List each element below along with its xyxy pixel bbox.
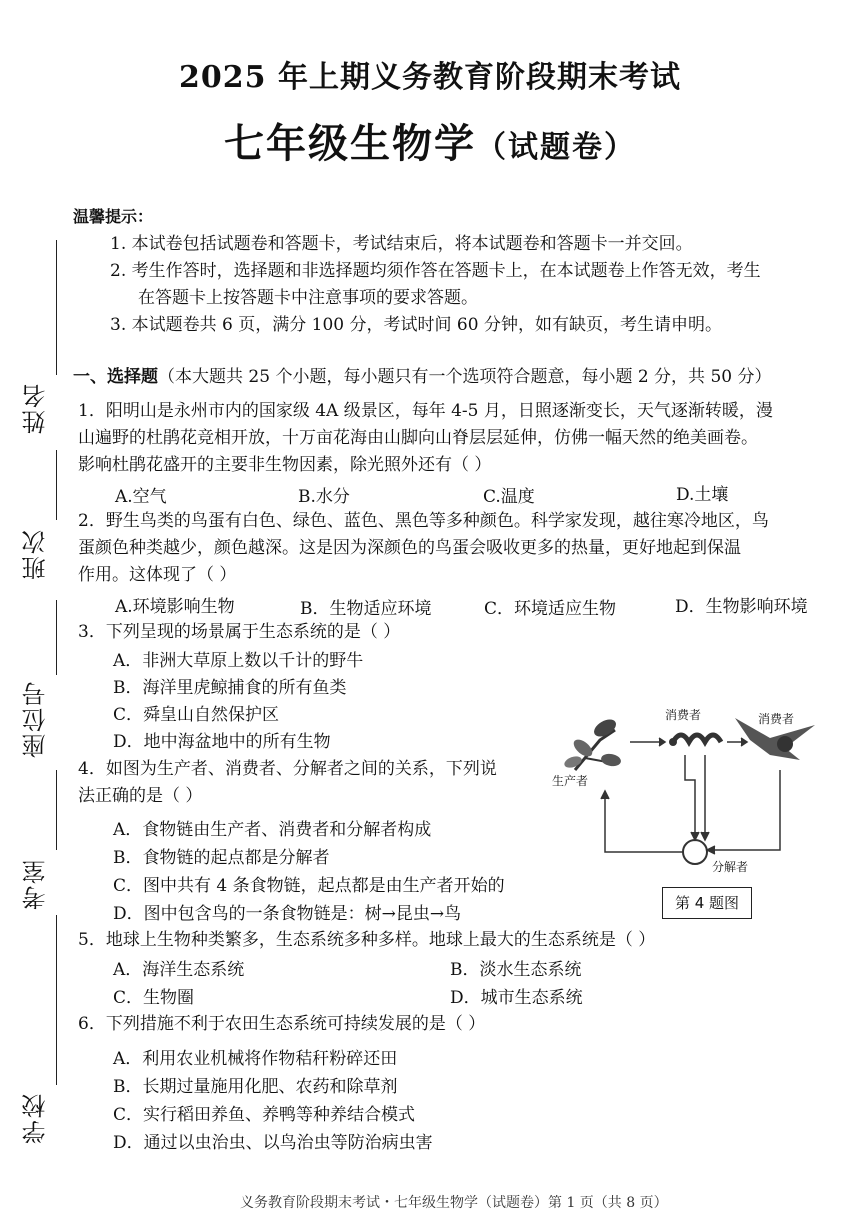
q1-option-d: D.土壤 <box>676 485 729 505</box>
tip-item: 1. 本试卷包括试题卷和答题卡，考试结束后，将本试题卷和答题卡一并交回。 <box>110 234 693 254</box>
question-1-line: 山遍野的杜鹃花竞相开放，十万亩花海由山脚向山脊层层延伸，仿佛一幅天然的绝美画卷。 <box>78 428 758 448</box>
exam-title: 2025 年上期义务教育阶段期末考试 <box>179 60 681 95</box>
tip-item: 在答题卡上按答题卡中注意事项的要求答题。 <box>138 288 478 308</box>
question-6-stem: 6．下列措施不利于农田生态系统可持续发展的是（ ） <box>78 1014 486 1034</box>
q6-option-d: D．通过以虫治虫、以鸟治虫等防治病虫害 <box>113 1133 433 1153</box>
q2-option-d: D．生物影响环境 <box>675 597 808 617</box>
q2-option-c: C．环境适应生物 <box>484 599 617 619</box>
q4-option-d: D．图中包含鸟的一条食物链是：树→昆虫→鸟 <box>113 904 462 924</box>
class-label: 班次 <box>22 528 50 580</box>
q3-option-d: D．地中海盆地中的所有生物 <box>113 732 331 752</box>
question-1-line: 1．阳明山是永州市内的国家级 4A 级景区，每年 4-5 月，日照逐渐变长，天气逐渐转暖，漫 <box>78 401 773 421</box>
tree-illustration <box>563 716 622 770</box>
producer-label: 生产者 <box>552 774 589 788</box>
sidebar-line <box>56 770 57 850</box>
consumer-label-2: 消费者 <box>758 712 795 726</box>
food-web-figure <box>545 700 825 880</box>
q4-option-a: A．食物链由生产者、消费者和分解者构成 <box>113 820 432 840</box>
subject-name: 七年级生物学 <box>224 120 476 167</box>
q1-option-a: A.空气 <box>115 487 167 507</box>
subject-paren: （试题卷） <box>476 130 636 165</box>
food-web-arrows <box>601 738 780 854</box>
section-title: 一、选择题 <box>73 367 158 387</box>
q4-option-b: B．食物链的起点都是分解者 <box>113 848 330 868</box>
question-2-line: 2．野生鸟类的鸟蛋有白色、绿色、蓝色、黑色等多种颜色。科学家发现，越往寒冷地区，鸟 <box>78 511 769 531</box>
section-note: （本大题共 25 个小题，每小题只有一个选项符合题意，每小题 2 分，共 50 分） <box>158 367 772 387</box>
tips-heading: 温馨提示： <box>73 207 154 226</box>
question-4-line: 4．如图为生产者、消费者、分解者之间的关系，下列说 <box>78 759 497 779</box>
subject-title <box>0 112 860 169</box>
q5-option-a: A．海洋生态系统 <box>113 960 245 980</box>
q3-option-c: C．舜皇山自然保护区 <box>113 705 280 725</box>
name-label: 姓名 <box>22 382 50 434</box>
sidebar-line <box>56 240 57 375</box>
caterpillar-illustration <box>669 735 721 746</box>
q3-option-a: A．非洲大草原上数以千计的野牛 <box>113 651 364 671</box>
decomposer-label: 分解者 <box>712 860 749 874</box>
q6-option-b: B．长期过量施用化肥、农药和除草剂 <box>113 1077 398 1097</box>
tip-item: 3. 本试题卷共 6 页，满分 100 分，考试时间 60 分钟，如有缺页，考生请申明。 <box>110 315 722 335</box>
section-heading <box>73 362 772 387</box>
q4-option-c: C．图中共有 4 条食物链，起点都是由生产者开始的 <box>113 876 505 896</box>
q6-option-a: A．利用农业机械将作物秸秆粉碎还田 <box>113 1049 398 1069</box>
q3-option-b: B．海洋里虎鲸捕食的所有鱼类 <box>113 678 347 698</box>
room-label: 考室 <box>22 858 50 910</box>
q2-option-b: B．生物适应环境 <box>300 599 432 619</box>
figure-caption: 第 4 题图 <box>662 887 752 919</box>
question-4-line: 法正确的是（ ） <box>78 786 203 806</box>
question-3-stem: 3．下列呈现的场景属于生态系统的是（ ） <box>78 622 401 642</box>
page-footer: 义务教育阶段期末考试・七年级生物学（试题卷）第 1 页（共 8 页） <box>240 1195 668 1211</box>
q2-option-a: A.环境影响生物 <box>115 597 235 617</box>
q1-option-b: B.水分 <box>298 487 350 507</box>
tip-item: 2. 考生作答时，选择题和非选择题均须作答在答题卡上，在本试题卷上作答无效，考生 <box>110 261 761 281</box>
sidebar-line <box>56 915 57 1085</box>
sidebar-line <box>56 600 57 675</box>
q5-option-b: B．淡水生态系统 <box>450 960 582 980</box>
seat-label: 座位号 <box>22 680 50 758</box>
q1-option-c: C.温度 <box>483 487 535 507</box>
sidebar-line <box>56 450 57 520</box>
question-1-line: 影响杜鹃花盛开的主要非生物因素，除光照外还有（ ） <box>78 455 492 475</box>
school-label: 学校 <box>22 1092 50 1144</box>
consumer-label-1: 消费者 <box>665 708 702 722</box>
question-2-line: 作用。这体现了（ ） <box>78 565 237 585</box>
question-2-line: 蛋颜色种类越少，颜色越深。这是因为深颜色的鸟蛋会吸收更多的热量，更好地起到保温 <box>78 538 741 558</box>
decomposer-circle <box>683 840 707 864</box>
q5-option-c: C．生物圈 <box>113 988 195 1008</box>
q5-option-d: D．城市生态系统 <box>450 988 583 1008</box>
q6-option-c: C．实行稻田养鱼、养鸭等种养结合模式 <box>113 1105 416 1125</box>
question-5-stem: 5．地球上生物种类繁多，生态系统多种多样。地球上最大的生态系统是（ ） <box>78 930 656 950</box>
